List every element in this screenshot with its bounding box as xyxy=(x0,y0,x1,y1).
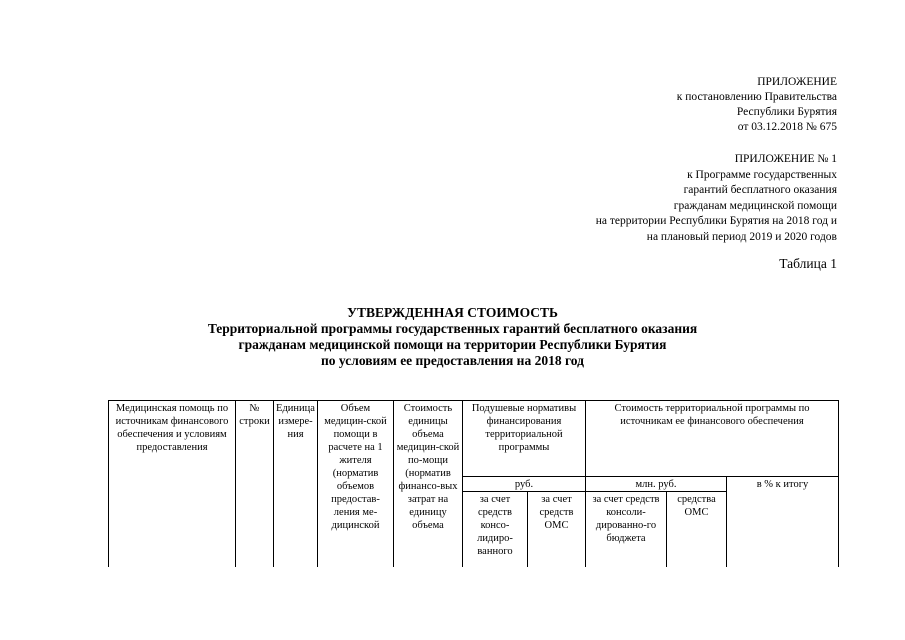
table-header-row-1 xyxy=(109,401,839,477)
header-unit: Единица измере-ния xyxy=(274,401,318,568)
header-row-number: № строки xyxy=(236,401,274,568)
approval-line-1: ПРИЛОЖЕНИЕ xyxy=(757,76,837,88)
header-unit-mln-rub: млн. руб. xyxy=(586,477,727,492)
approval-line-2: к постановлению Правительства xyxy=(676,91,837,103)
document-title xyxy=(0,305,905,369)
appendix-line-4: гражданам медицинской помощи xyxy=(673,199,837,212)
approval-block xyxy=(677,75,837,135)
title-line-2: Территориальной программы государственных гарантий бесплатного оказания xyxy=(207,321,698,336)
appendix-line-6: на плановый период 2019 и 2020 годов xyxy=(646,230,837,243)
header-volume: Объем медицин-ской помощи в расчете на 1 жителя (норматив объемов предостав-ления ме-дицинской xyxy=(318,401,394,568)
header-unit-cost: Стоимость единицы объема медицин-ской по-мощи (норматив финансо-вых затрат на единицу объема xyxy=(394,401,463,568)
header-consolidated-rub: за счет средств консо-лидиро-ванного xyxy=(463,492,528,568)
header-medical-help: Медицинская помощь по источникам финансового обеспечения и условиям предоставления xyxy=(109,401,236,568)
header-program-cost: Стоимость территориальной программы по источникам ее финансового обеспечения xyxy=(586,401,839,477)
header-oms-mln: средства ОМС xyxy=(667,492,727,568)
header-unit-rub: руб. xyxy=(463,477,586,492)
header-consolidated-mln: за счет средств консоли-дированно-го бюджета xyxy=(586,492,667,568)
approval-line-3: Республики Бурятия xyxy=(736,106,837,118)
appendix-block xyxy=(596,152,837,245)
appendix-line-3: гарантий бесплатного оказания xyxy=(683,184,837,196)
appendix-line-1: ПРИЛОЖЕНИЕ № 1 xyxy=(734,153,837,165)
title-line-1: УТВЕРЖДЕННАЯ СТОИМОСТЬ xyxy=(347,305,558,320)
title-line-3: гражданам медицинской помощи на территории Республики Бурятия xyxy=(238,337,667,352)
title-line-4: по условиям ее предоставления на 2018 год xyxy=(321,353,584,368)
approval-line-4: от 03.12.2018 № 675 xyxy=(737,121,837,133)
table-label: Таблица 1 xyxy=(779,256,837,271)
header-percent-total: в % к итогу xyxy=(727,477,839,568)
appendix-line-2: к Программе государственных xyxy=(687,168,837,181)
header-per-capita: Подушевые нормативы финансирования территориальной программы xyxy=(463,401,586,477)
cost-table xyxy=(108,400,839,567)
appendix-line-5: на территории Республики Бурятия на 2018 год и xyxy=(595,215,837,227)
header-oms-rub: за счет средств ОМС xyxy=(528,492,586,568)
